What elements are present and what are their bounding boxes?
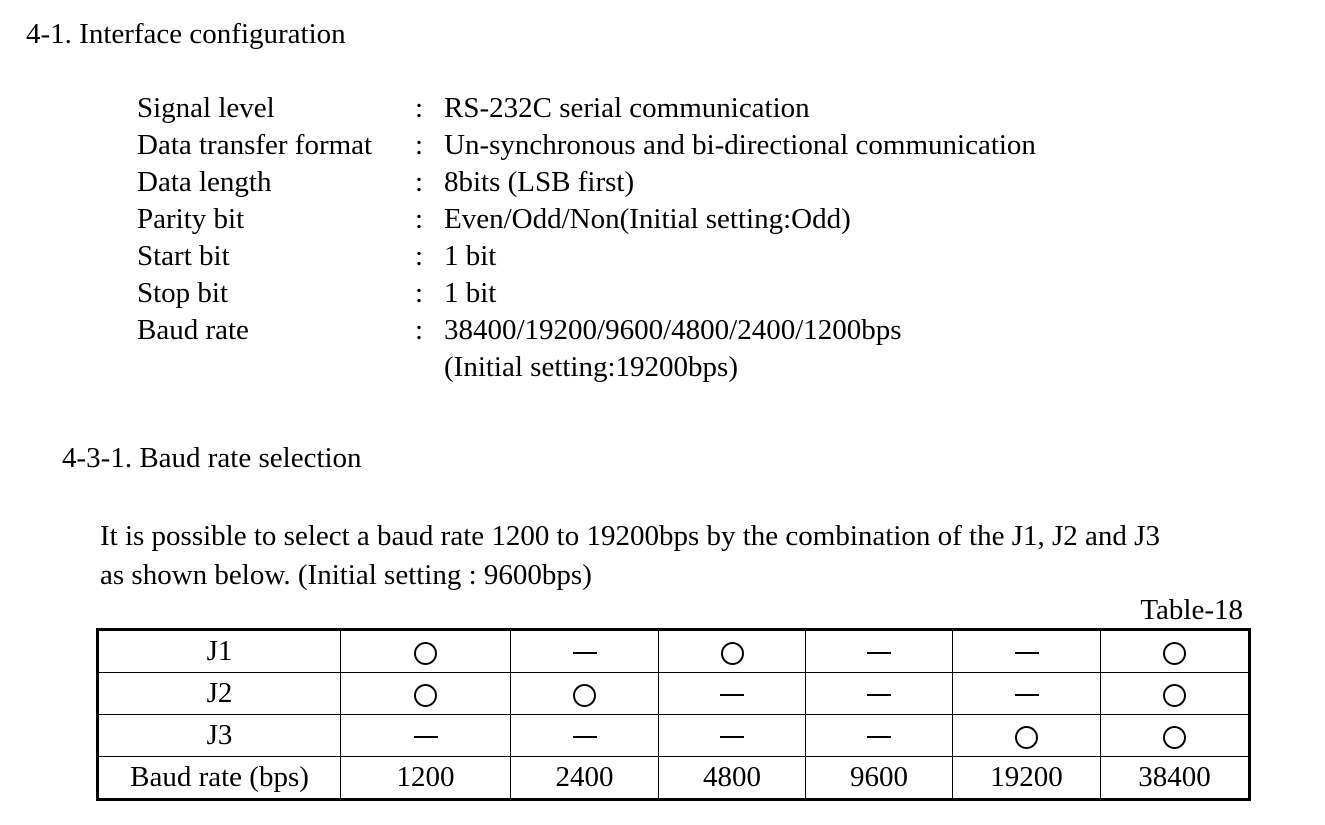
- table-cell: [341, 630, 511, 673]
- table-cell: [341, 673, 511, 715]
- jumper-label: J2: [98, 673, 341, 715]
- dash-icon: [720, 736, 744, 738]
- dash-icon: [867, 652, 891, 654]
- spec-label: Data transfer format: [137, 129, 373, 161]
- spec-label: Stop bit: [137, 277, 229, 309]
- baud-rate-label: Baud rate (bps): [98, 757, 341, 800]
- dash-icon: [573, 652, 597, 654]
- table-row: [98, 630, 1250, 673]
- spec-value: 8bits (LSB first): [444, 166, 635, 198]
- dash-icon: [867, 694, 891, 696]
- spec-value: RS-232C serial communication: [444, 92, 810, 124]
- dash-icon: [867, 736, 891, 738]
- dash-icon: [573, 736, 597, 738]
- spec-value: 1 bit: [444, 240, 497, 272]
- spec-separator: :: [415, 277, 424, 309]
- spec-separator: :: [415, 314, 424, 346]
- description-paragraph: [100, 517, 1300, 595]
- spec-value: 1 bit: [444, 277, 497, 309]
- dash-icon: [414, 736, 438, 738]
- circle-icon: [1163, 642, 1186, 665]
- spec-value: 38400/19200/9600/4800/2400/1200bps: [444, 314, 902, 346]
- baud-rate-value: 2400: [511, 757, 659, 800]
- table-cell: [1101, 715, 1250, 757]
- baud-rate-value: 4800: [659, 757, 806, 800]
- subsection-heading: 4-3-1. Baud rate selection: [62, 442, 362, 474]
- table-row: [98, 715, 1250, 757]
- spec-separator: :: [415, 203, 424, 235]
- spec-value: Even/Odd/Non(Initial setting:Odd): [444, 203, 851, 235]
- table-cell: [659, 630, 806, 673]
- jumper-label: J3: [98, 715, 341, 757]
- spec-value: (Initial setting:19200bps): [444, 351, 738, 383]
- baud-rate-value: 19200: [953, 757, 1101, 800]
- spec-separator: :: [415, 240, 424, 272]
- dash-icon: [720, 694, 744, 696]
- table-row: [98, 673, 1250, 715]
- circle-icon: [1163, 726, 1186, 749]
- table-cell: [511, 715, 659, 757]
- table-cell: [953, 673, 1101, 715]
- circle-icon: [573, 684, 596, 707]
- spec-label: Start bit: [137, 240, 230, 272]
- spec-label: Parity bit: [137, 203, 245, 235]
- spec-value: Un-synchronous and bi-directional communication: [444, 129, 1036, 161]
- spec-separator: :: [415, 166, 424, 198]
- circle-icon: [414, 684, 437, 707]
- table-cell: [341, 715, 511, 757]
- table-cell: [953, 715, 1101, 757]
- jumper-label: J1: [98, 630, 341, 673]
- spec-separator: :: [415, 92, 424, 124]
- spec-separator: :: [415, 129, 424, 161]
- circle-icon: [1015, 726, 1038, 749]
- baud-rate-row: [98, 757, 1250, 800]
- baud-rate-table: [96, 628, 1251, 801]
- circle-icon: [414, 642, 437, 665]
- table-cell: [806, 715, 953, 757]
- spec-label: Signal level: [137, 92, 275, 124]
- table-cell: [1101, 673, 1250, 715]
- section-heading: 4-1. Interface configuration: [26, 18, 346, 50]
- table-cell: [659, 715, 806, 757]
- table-cell: [659, 673, 806, 715]
- dash-icon: [1015, 694, 1039, 696]
- table-cell: [953, 630, 1101, 673]
- table-cell: [511, 673, 659, 715]
- circle-icon: [721, 642, 744, 665]
- spec-label: Data length: [137, 166, 272, 198]
- table-cell: [511, 630, 659, 673]
- table-body: [98, 630, 1250, 800]
- table-cell: [806, 630, 953, 673]
- spec-label: Baud rate: [137, 314, 249, 346]
- dash-icon: [1015, 652, 1039, 654]
- table-caption: Table-18: [1140, 594, 1243, 626]
- table-cell: [1101, 630, 1250, 673]
- baud-rate-value: 9600: [806, 757, 953, 800]
- table-cell: [806, 673, 953, 715]
- paragraph-line: It is possible to select a baud rate 1200 to 19200bps by the combination of the J1, J2 and J3: [100, 520, 1160, 552]
- circle-icon: [1163, 684, 1186, 707]
- baud-rate-value: 1200: [341, 757, 511, 800]
- paragraph-line: as shown below. (Initial setting : 9600bps): [100, 559, 592, 591]
- baud-rate-value: 38400: [1101, 757, 1250, 800]
